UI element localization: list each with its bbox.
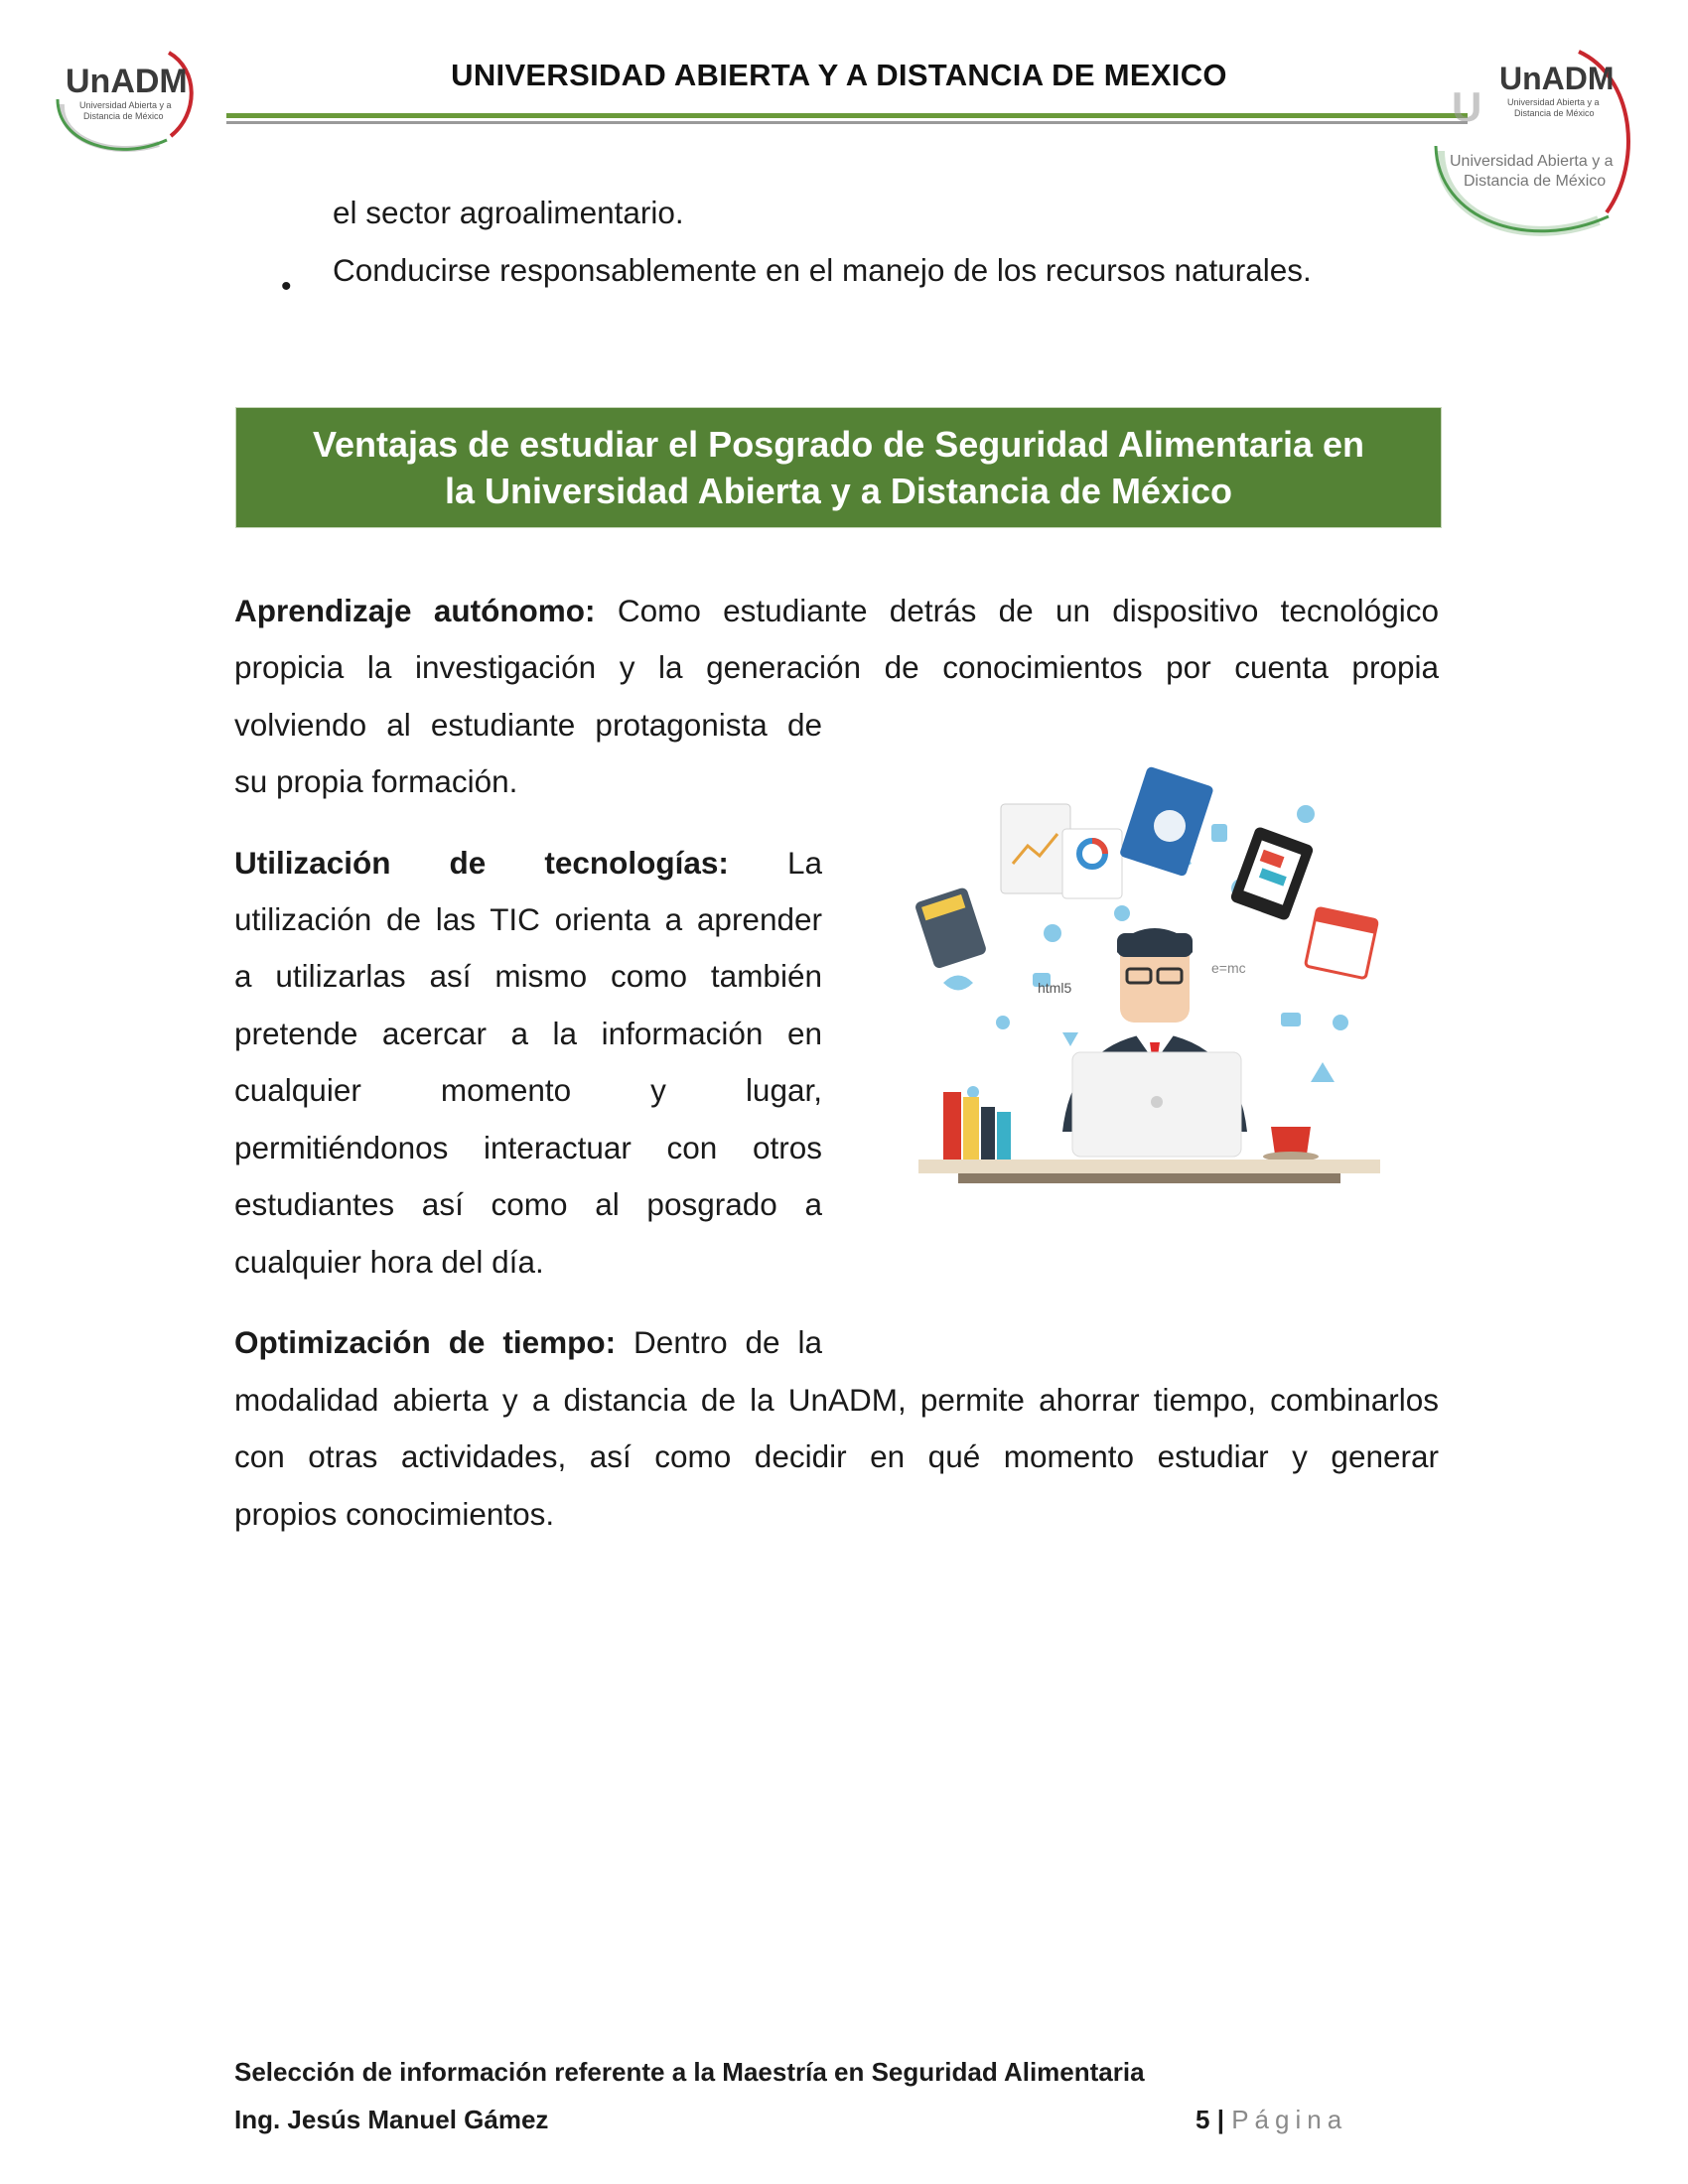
tiempo-line-4: propios conocimientos. bbox=[234, 1496, 555, 1532]
autonomo-line-2: propicia la investigación y la generación de conocimientos por cuenta propia bbox=[234, 649, 1439, 685]
tablet-icon bbox=[1229, 826, 1315, 921]
header-rule-green bbox=[226, 113, 1468, 118]
autonomo-line-4: su propia formación. bbox=[234, 763, 518, 799]
tiempo-line-1 bbox=[234, 1314, 822, 1372]
tiempo-heading: Optimización de tiempo: bbox=[234, 1324, 617, 1360]
page-word: Página bbox=[1231, 2105, 1348, 2134]
page-number: 5 bbox=[1196, 2105, 1210, 2134]
page-separator: | bbox=[1216, 2105, 1224, 2134]
bullet-icon: • bbox=[281, 270, 292, 303]
svg-text:U: U bbox=[1452, 83, 1482, 130]
tecnologias-line-6: permitiéndonos interactuar con otros bbox=[234, 1130, 822, 1165]
list-continued-line: el sector agroalimentario. bbox=[333, 195, 684, 230]
calculator-icon bbox=[914, 887, 988, 970]
autonomo-line-1 bbox=[234, 583, 1439, 640]
logo-right-watermark-1: Universidad Abierta y a bbox=[1450, 153, 1614, 170]
book-icon bbox=[1119, 765, 1214, 877]
footer-author: Ing. Jesús Manuel Gámez bbox=[234, 2105, 549, 2134]
html5-label: html5 bbox=[1038, 980, 1072, 996]
desk-edge bbox=[958, 1173, 1340, 1183]
tecnologias-line-1-text: La bbox=[786, 845, 822, 881]
tecnologias-line-5: cualquier momento y lugar, bbox=[234, 1072, 822, 1108]
tecnologias-heading: Utilización de tecnologías: bbox=[234, 845, 729, 881]
tecnologias-line-3: a utilizarlas así mismo como también bbox=[234, 958, 822, 994]
unadm-logo-right bbox=[1430, 42, 1648, 250]
chart-paper-icon bbox=[1001, 804, 1122, 898]
tecnologias-line-2: utilización de las TIC orienta a aprender bbox=[234, 901, 822, 937]
autonomo-heading: Aprendizaje autónomo: bbox=[234, 593, 596, 628]
list-item-bullet: Conducirse responsablemente en el manejo de los recursos naturales. bbox=[333, 252, 1312, 288]
student-laptop-illustration bbox=[914, 754, 1390, 1221]
logo-right-subtitle-2: Distancia de México bbox=[1514, 108, 1595, 118]
tecnologias-line-1 bbox=[234, 835, 822, 892]
logo-right-subtitle-1: Universidad Abierta y a bbox=[1507, 97, 1600, 107]
logo-right-watermark-2: Distancia de México bbox=[1464, 173, 1607, 190]
page-number-block bbox=[1196, 2105, 1347, 2135]
banner-line-1: Ventajas de estudiar el Posgrado de Seguridad Alimentaria en bbox=[313, 424, 1364, 465]
logo-left-subtitle-2: Distancia de México bbox=[83, 111, 164, 121]
desk-surface bbox=[918, 1160, 1380, 1173]
logo-right-name: UnADM bbox=[1499, 61, 1615, 96]
tiempo-line-1-text: Dentro de la bbox=[633, 1324, 822, 1360]
laptop-icon bbox=[1072, 1052, 1241, 1157]
tiempo-line-2: modalidad abierta y a distancia de la UnADM, permite ahorrar tiempo, combinarlos bbox=[234, 1382, 1439, 1418]
coffee-cup-icon bbox=[1263, 1127, 1319, 1161]
banner-line-2: la Universidad Abierta y a Distancia de México bbox=[445, 471, 1232, 511]
calendar-icon bbox=[1305, 907, 1377, 979]
autonomo-line-1-text: Como estudiante detrás de un dispositivo tecnológico bbox=[617, 593, 1439, 628]
tecnologias-line-7: estudiantes así como al posgrado a bbox=[234, 1186, 822, 1222]
header-rule-gray bbox=[226, 121, 1468, 124]
logo-left-name: UnADM bbox=[66, 63, 188, 100]
footer-document-title: Selección de información referente a la Maestría en Seguridad Alimentaria bbox=[234, 2057, 1145, 2087]
section-banner bbox=[235, 407, 1442, 528]
logo-left-subtitle-1: Universidad Abierta y a bbox=[79, 100, 172, 110]
tecnologias-line-4: pretende acercar a la información en bbox=[234, 1016, 822, 1051]
unadm-logo-left bbox=[50, 45, 209, 159]
tecnologias-line-8: cualquier hora del día. bbox=[234, 1244, 544, 1280]
formula-label: e=mc bbox=[1211, 960, 1246, 976]
page-header-title: UNIVERSIDAD ABIERTA Y A DISTANCIA DE MEXICO bbox=[451, 58, 1227, 92]
tiempo-line-3: con otras actividades, así como decidir en qué momento estudiar y generar bbox=[234, 1438, 1439, 1474]
books-stack-icon bbox=[943, 1092, 1011, 1161]
autonomo-line-3: volviendo al estudiante protagonista de bbox=[234, 707, 822, 743]
